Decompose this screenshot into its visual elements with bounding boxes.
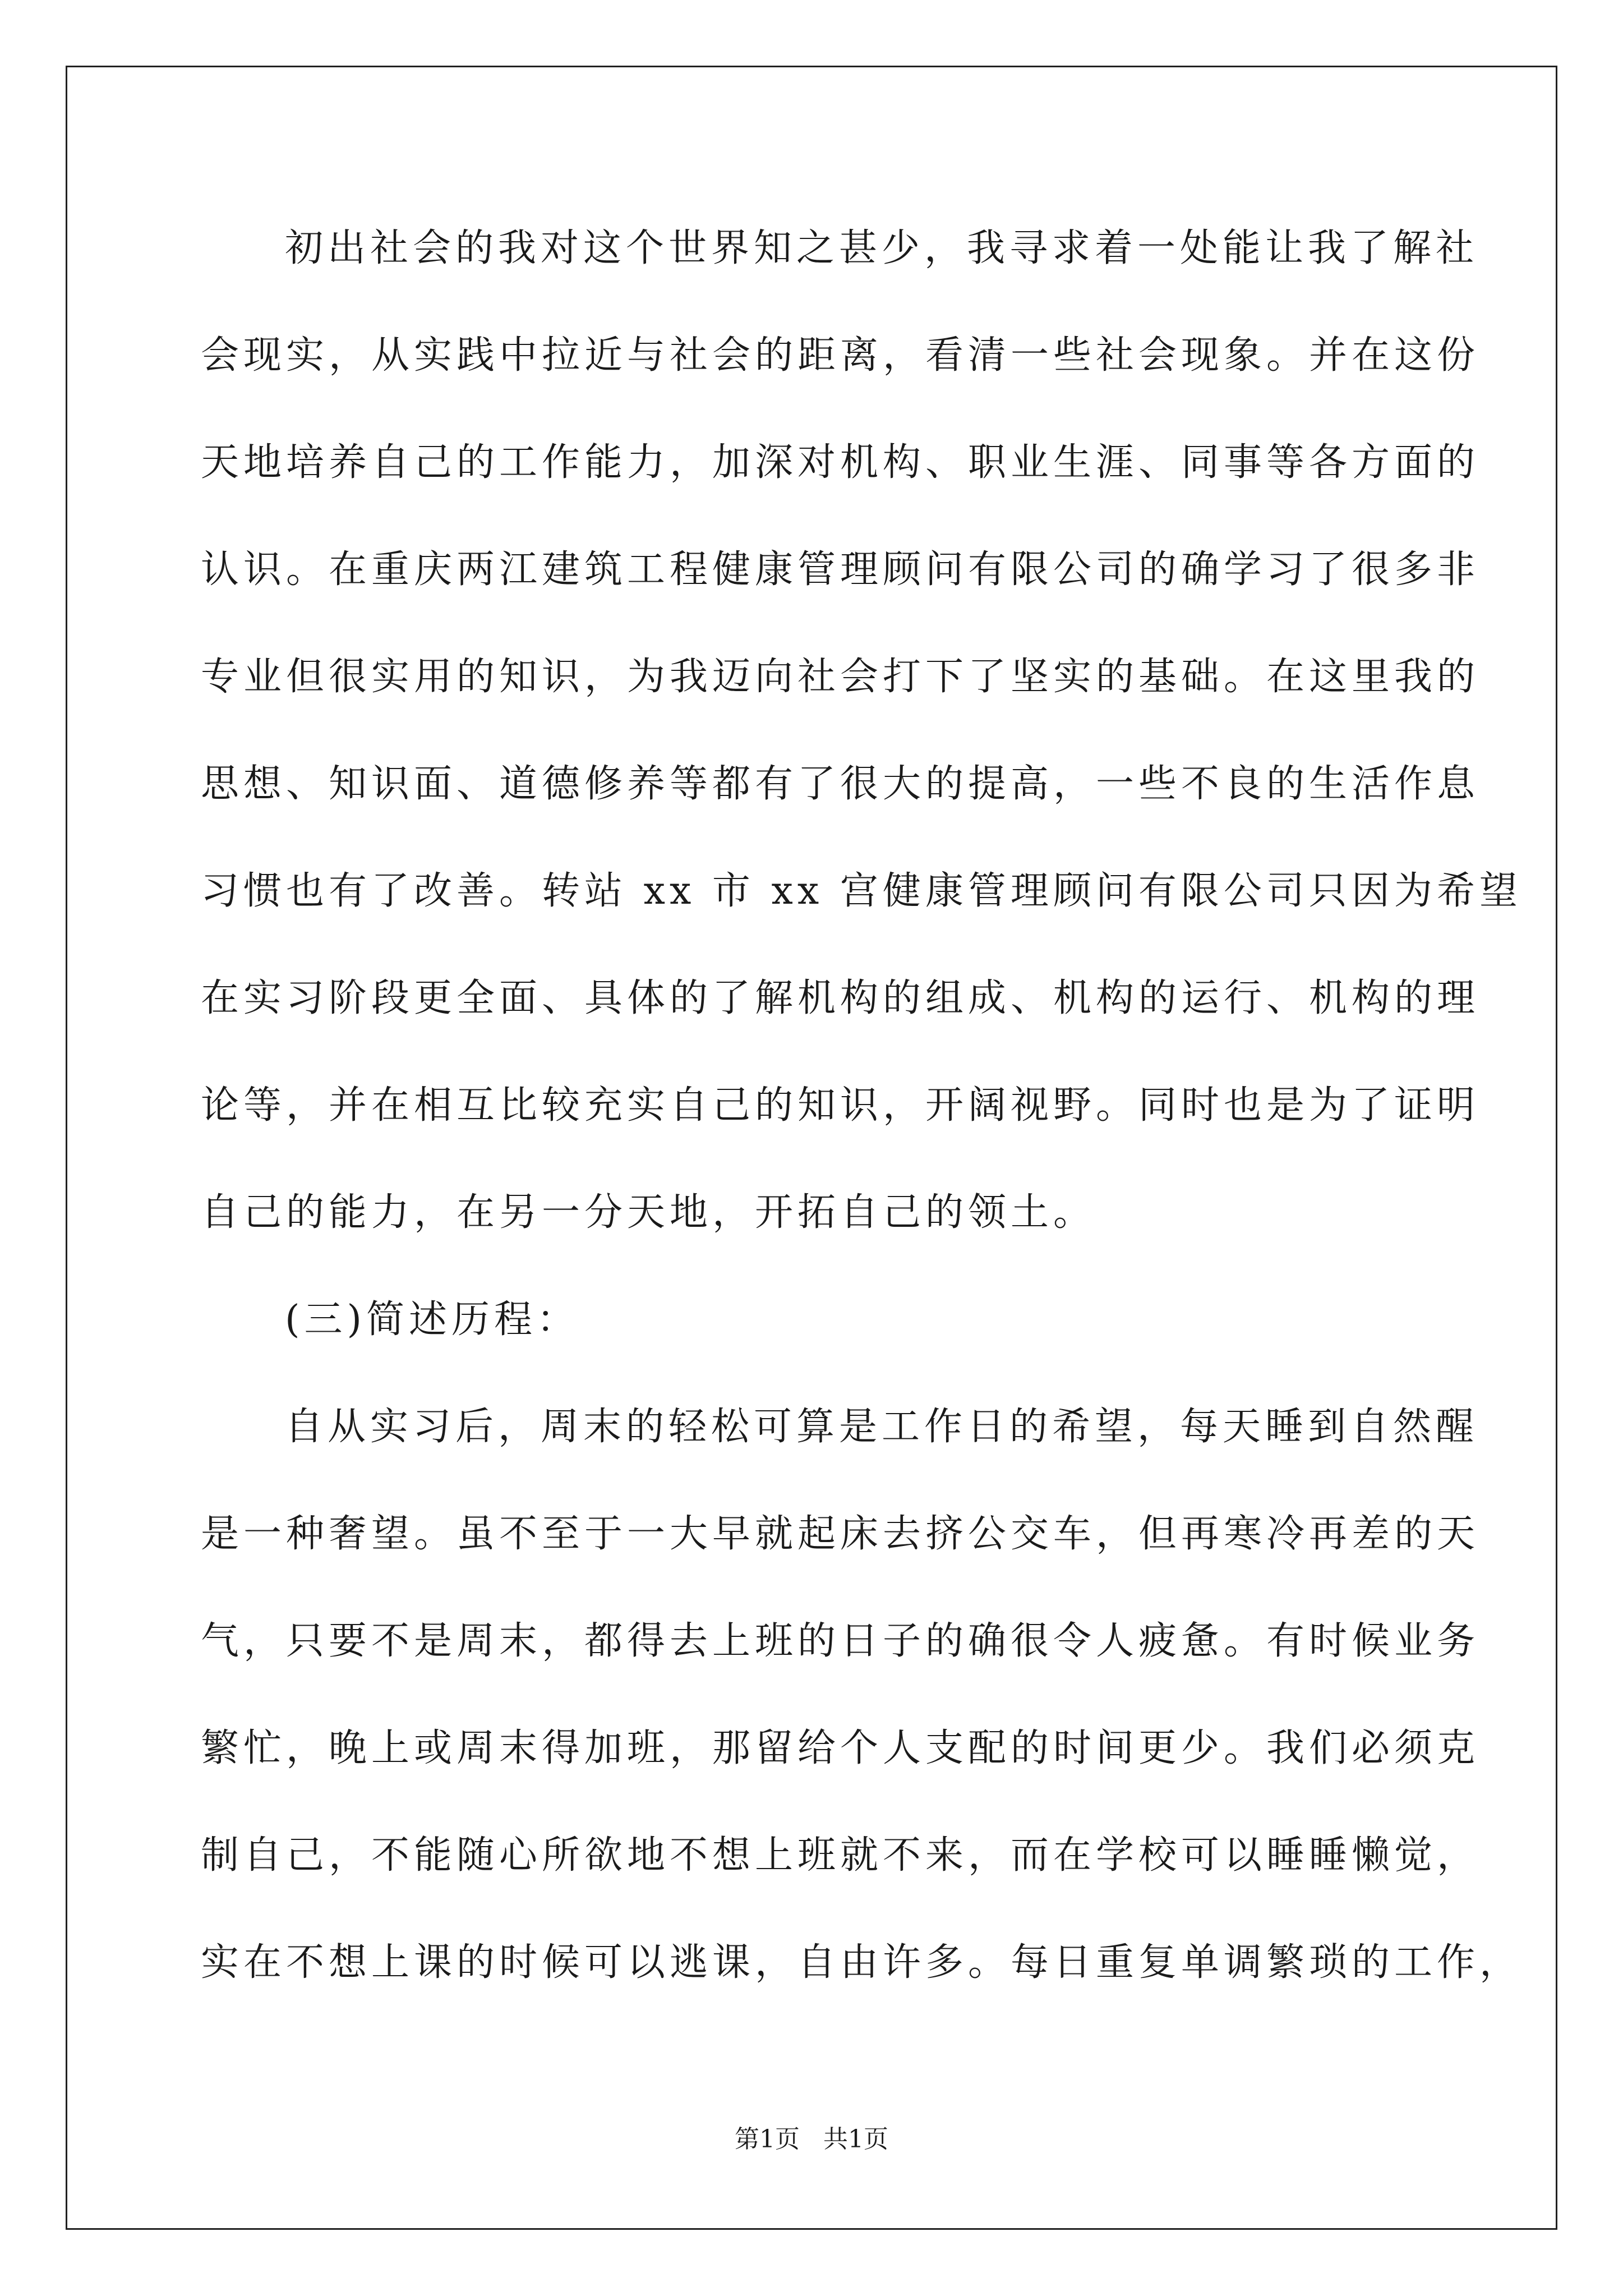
- paragraph-1-line-7: 习惯也有了改善。转站 xx 市 xx 宫健康管理顾问有限公司只因为希望: [201, 869, 1522, 913]
- paragraph-1-line-2: 会现实，从实践中拉近与社会的距离，看清一些社会现象。并在这份: [201, 333, 1480, 378]
- paragraph-2-line-4: 繁忙，晚上或周末得加班，那留给个人支配的时间更少。我们必须克: [201, 1726, 1480, 1770]
- page-footer: [0, 2123, 1623, 2156]
- paragraph-1-line-3: 天地培养自己的工作能力，加深对机构、职业生涯、同事等各方面的: [201, 440, 1480, 485]
- paragraph-1-line-6: 思想、知识面、道德修养等都有了很大的提高，一些不良的生活作息: [201, 762, 1480, 806]
- paragraph-2-line-5: 制自己，不能随心所欲地不想上班就不来，而在学校可以睡睡懒觉，: [201, 1833, 1480, 1878]
- section-heading: (三)简述历程：: [285, 1297, 580, 1342]
- paragraph-1-line-9: 论等，并在相互比较充实自己的知识，开阔视野。同时也是为了证明: [201, 1083, 1480, 1128]
- paragraph-1-line-10: 自己的能力，在另一分天地，开拓自己的领土。: [201, 1190, 1096, 1235]
- paragraph-1-line-8: 在实习阶段更全面、具体的了解机构的组成、机构的运行、机构的理: [201, 976, 1480, 1020]
- paragraph-1-line-4: 认识。在重庆两江建筑工程健康管理顾问有限公司的确学习了很多非: [201, 547, 1480, 592]
- document-body: [201, 213, 1523, 2035]
- paragraph-1-line-5: 专业但很实用的知识，为我迈向社会打下了坚实的基础。在这里我的: [201, 655, 1480, 699]
- page-number: 第1页: [735, 2125, 800, 2154]
- paragraph-1-line-1: 初出社会的我对这个世界知之甚少，我寻求着一处能让我了解社: [285, 226, 1479, 270]
- page-total: 共1页: [823, 2125, 888, 2154]
- paragraph-2-line-3: 气，只要不是周末，都得去上班的日子的确很令人疲惫。有时候业务: [201, 1619, 1480, 1663]
- paragraph-2-line-6: 实在不想上课的时候可以逃课，自由许多。每日重复单调繁琐的工作，: [201, 1940, 1523, 1985]
- paragraph-2-line-1: 自从实习后，周末的轻松可算是工作日的希望，每天睡到自然醒: [285, 1405, 1479, 1449]
- paragraph-2-line-2: 是一种奢望。虽不至于一大早就起床去挤公交车，但再寒冷再差的天: [201, 1512, 1480, 1556]
